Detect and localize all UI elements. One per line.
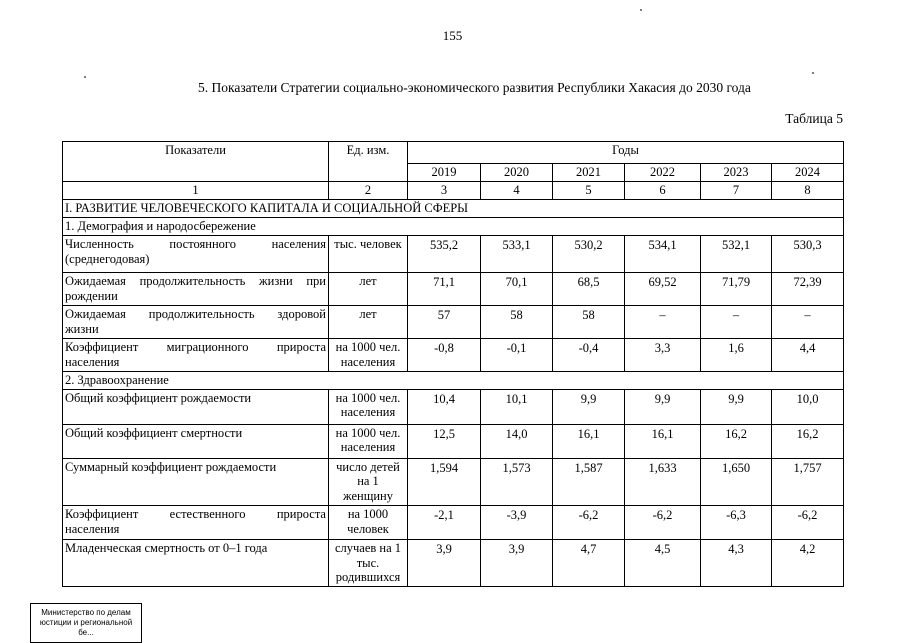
value-cell: 4,4 xyxy=(772,338,844,371)
value-cell: -0,8 xyxy=(408,338,481,371)
indicator-name-line: жизни xyxy=(65,321,99,336)
value-cell: 70,1 xyxy=(481,272,553,305)
year-header: 2023 xyxy=(701,164,772,182)
column-numbers-row xyxy=(63,182,844,200)
value-cell: 57 xyxy=(408,305,481,338)
indicator-name xyxy=(63,305,329,338)
value-cell: -6,2 xyxy=(772,505,844,539)
value-cell: -2,1 xyxy=(408,505,481,539)
value-cell: -0,1 xyxy=(481,338,553,371)
unit-cell: лет xyxy=(329,272,408,305)
value-cell: 71,79 xyxy=(701,272,772,305)
value-cell: 530,3 xyxy=(772,235,844,272)
value-cell: -6,2 xyxy=(625,505,701,539)
year-header: 2022 xyxy=(625,164,701,182)
table-row xyxy=(63,458,844,505)
value-cell: 71,1 xyxy=(408,272,481,305)
header-indicators: Показатели xyxy=(63,142,329,182)
indicator-name xyxy=(63,272,329,305)
value-cell: 9,9 xyxy=(701,389,772,424)
indicators-table xyxy=(62,141,844,587)
document-title: 5. Показатели Стратегии социально-экономического развития Республики Хакасия до 2030 года xyxy=(198,80,751,95)
stamp-line: бе... xyxy=(78,628,94,637)
stamp-line: Министерство по делам xyxy=(41,608,131,617)
value-cell: 532,1 xyxy=(701,235,772,272)
value-cell: 1,6 xyxy=(701,338,772,371)
indicator-name-line: населения xyxy=(65,354,120,369)
value-cell: 16,2 xyxy=(701,424,772,458)
header-years: Годы xyxy=(408,142,844,164)
value-cell: 58 xyxy=(553,305,625,338)
value-cell: 1,633 xyxy=(625,458,701,505)
column-number: 1 xyxy=(63,182,329,200)
column-number: 6 xyxy=(625,182,701,200)
subsection-heading xyxy=(63,217,844,235)
value-cell: 1,594 xyxy=(408,458,481,505)
value-cell: 4,7 xyxy=(553,539,625,586)
value-cell: -0,4 xyxy=(553,338,625,371)
value-cell: 1,587 xyxy=(553,458,625,505)
scan-speck xyxy=(84,76,86,78)
table-row xyxy=(63,235,844,272)
year-header: 2021 xyxy=(553,164,625,182)
value-cell: -6,3 xyxy=(701,505,772,539)
value-cell: 69,52 xyxy=(625,272,701,305)
value-cell: 3,3 xyxy=(625,338,701,371)
value-cell: 10,0 xyxy=(772,389,844,424)
value-cell: 9,9 xyxy=(625,389,701,424)
table-body xyxy=(63,199,844,586)
table-row xyxy=(63,272,844,305)
indicator-name-line: Младенческая смертность от 0–1 года xyxy=(65,540,268,555)
unit-cell: лет xyxy=(329,305,408,338)
value-cell: 3,9 xyxy=(481,539,553,586)
indicator-name-line: Общий коэффициент смертности xyxy=(65,425,243,440)
column-number: 3 xyxy=(408,182,481,200)
unit-cell: на 1000 чел. населения xyxy=(329,424,408,458)
indicator-name-line: рождении xyxy=(65,288,118,303)
indicator-name xyxy=(63,338,329,371)
table-row xyxy=(63,305,844,338)
indicator-name xyxy=(63,389,329,424)
column-number: 8 xyxy=(772,182,844,200)
subsection-heading-cell: 2. Здравоохранение xyxy=(63,371,844,389)
value-cell: 533,1 xyxy=(481,235,553,272)
indicator-name-line: Коэффициент естественного прироста xyxy=(65,506,326,521)
stamp-line: юстиции и региональной xyxy=(39,618,133,627)
table-row xyxy=(63,338,844,371)
value-cell: – xyxy=(772,305,844,338)
value-cell: 9,9 xyxy=(553,389,625,424)
indicator-name-line: Суммарный коэффициент рождаемости xyxy=(65,459,277,474)
table-label: Таблица 5 xyxy=(785,111,843,126)
header-unit: Ед. изм. xyxy=(329,142,408,182)
unit-cell: число детей на 1 женщину xyxy=(329,458,408,505)
year-header: 2020 xyxy=(481,164,553,182)
scan-speck xyxy=(812,72,814,74)
page-number: 155 xyxy=(442,28,463,43)
value-cell: 10,1 xyxy=(481,389,553,424)
value-cell: 4,5 xyxy=(625,539,701,586)
value-cell: 3,9 xyxy=(408,539,481,586)
indicator-name xyxy=(63,505,329,539)
value-cell: 58 xyxy=(481,305,553,338)
value-cell: -6,2 xyxy=(553,505,625,539)
value-cell: 4,2 xyxy=(772,539,844,586)
value-cell: 535,2 xyxy=(408,235,481,272)
value-cell: 1,573 xyxy=(481,458,553,505)
value-cell: 16,2 xyxy=(772,424,844,458)
unit-cell: на 1000 чел. населения xyxy=(329,338,408,371)
section-heading-cell: I. РАЗВИТИЕ ЧЕЛОВЕЧЕСКОГО КАПИТАЛА И СОЦИАЛЬНОЙ СФЕРЫ xyxy=(63,199,844,217)
year-header: 2024 xyxy=(772,164,844,182)
indicator-name-line: Численность постоянного населения xyxy=(65,236,326,251)
ministry-stamp xyxy=(30,603,142,643)
scan-speck xyxy=(640,9,642,11)
indicator-name-line: Ожидаемая продолжительность здоровой xyxy=(65,306,326,321)
value-cell: 534,1 xyxy=(625,235,701,272)
table-row xyxy=(63,424,844,458)
value-cell: 16,1 xyxy=(553,424,625,458)
value-cell: 10,4 xyxy=(408,389,481,424)
column-number: 7 xyxy=(701,182,772,200)
subsection-heading xyxy=(63,371,844,389)
year-header: 2019 xyxy=(408,164,481,182)
value-cell: 72,39 xyxy=(772,272,844,305)
value-cell: 1,757 xyxy=(772,458,844,505)
unit-cell: на 1000 человек xyxy=(329,505,408,539)
column-number: 5 xyxy=(553,182,625,200)
indicator-name xyxy=(63,235,329,272)
column-number: 4 xyxy=(481,182,553,200)
table-row xyxy=(63,539,844,586)
indicator-name xyxy=(63,539,329,586)
table-row xyxy=(63,389,844,424)
value-cell: -3,9 xyxy=(481,505,553,539)
table-row xyxy=(63,505,844,539)
value-cell: – xyxy=(701,305,772,338)
indicator-name xyxy=(63,424,329,458)
value-cell: 4,3 xyxy=(701,539,772,586)
indicator-name-line: Коэффициент миграционного прироста xyxy=(65,339,326,354)
indicator-name xyxy=(63,458,329,505)
column-number: 2 xyxy=(329,182,408,200)
indicator-name-line: (среднегодовая) xyxy=(65,251,150,266)
value-cell: 1,650 xyxy=(701,458,772,505)
indicator-name-line: Ожидаемая продолжительность жизни при xyxy=(65,273,326,288)
indicator-name-line: населения xyxy=(65,521,120,536)
unit-cell: случаев на 1 тыс. родившихся xyxy=(329,539,408,586)
value-cell: 68,5 xyxy=(553,272,625,305)
value-cell: 12,5 xyxy=(408,424,481,458)
value-cell: 16,1 xyxy=(625,424,701,458)
unit-cell: на 1000 чел. населения xyxy=(329,389,408,424)
section-heading xyxy=(63,199,844,217)
unit-cell: тыс. человек xyxy=(329,235,408,272)
value-cell: 530,2 xyxy=(553,235,625,272)
indicator-name-line: Общий коэффициент рождаемости xyxy=(65,390,252,405)
value-cell: – xyxy=(625,305,701,338)
value-cell: 14,0 xyxy=(481,424,553,458)
subsection-heading-cell: 1. Демография и народосбережение xyxy=(63,217,844,235)
